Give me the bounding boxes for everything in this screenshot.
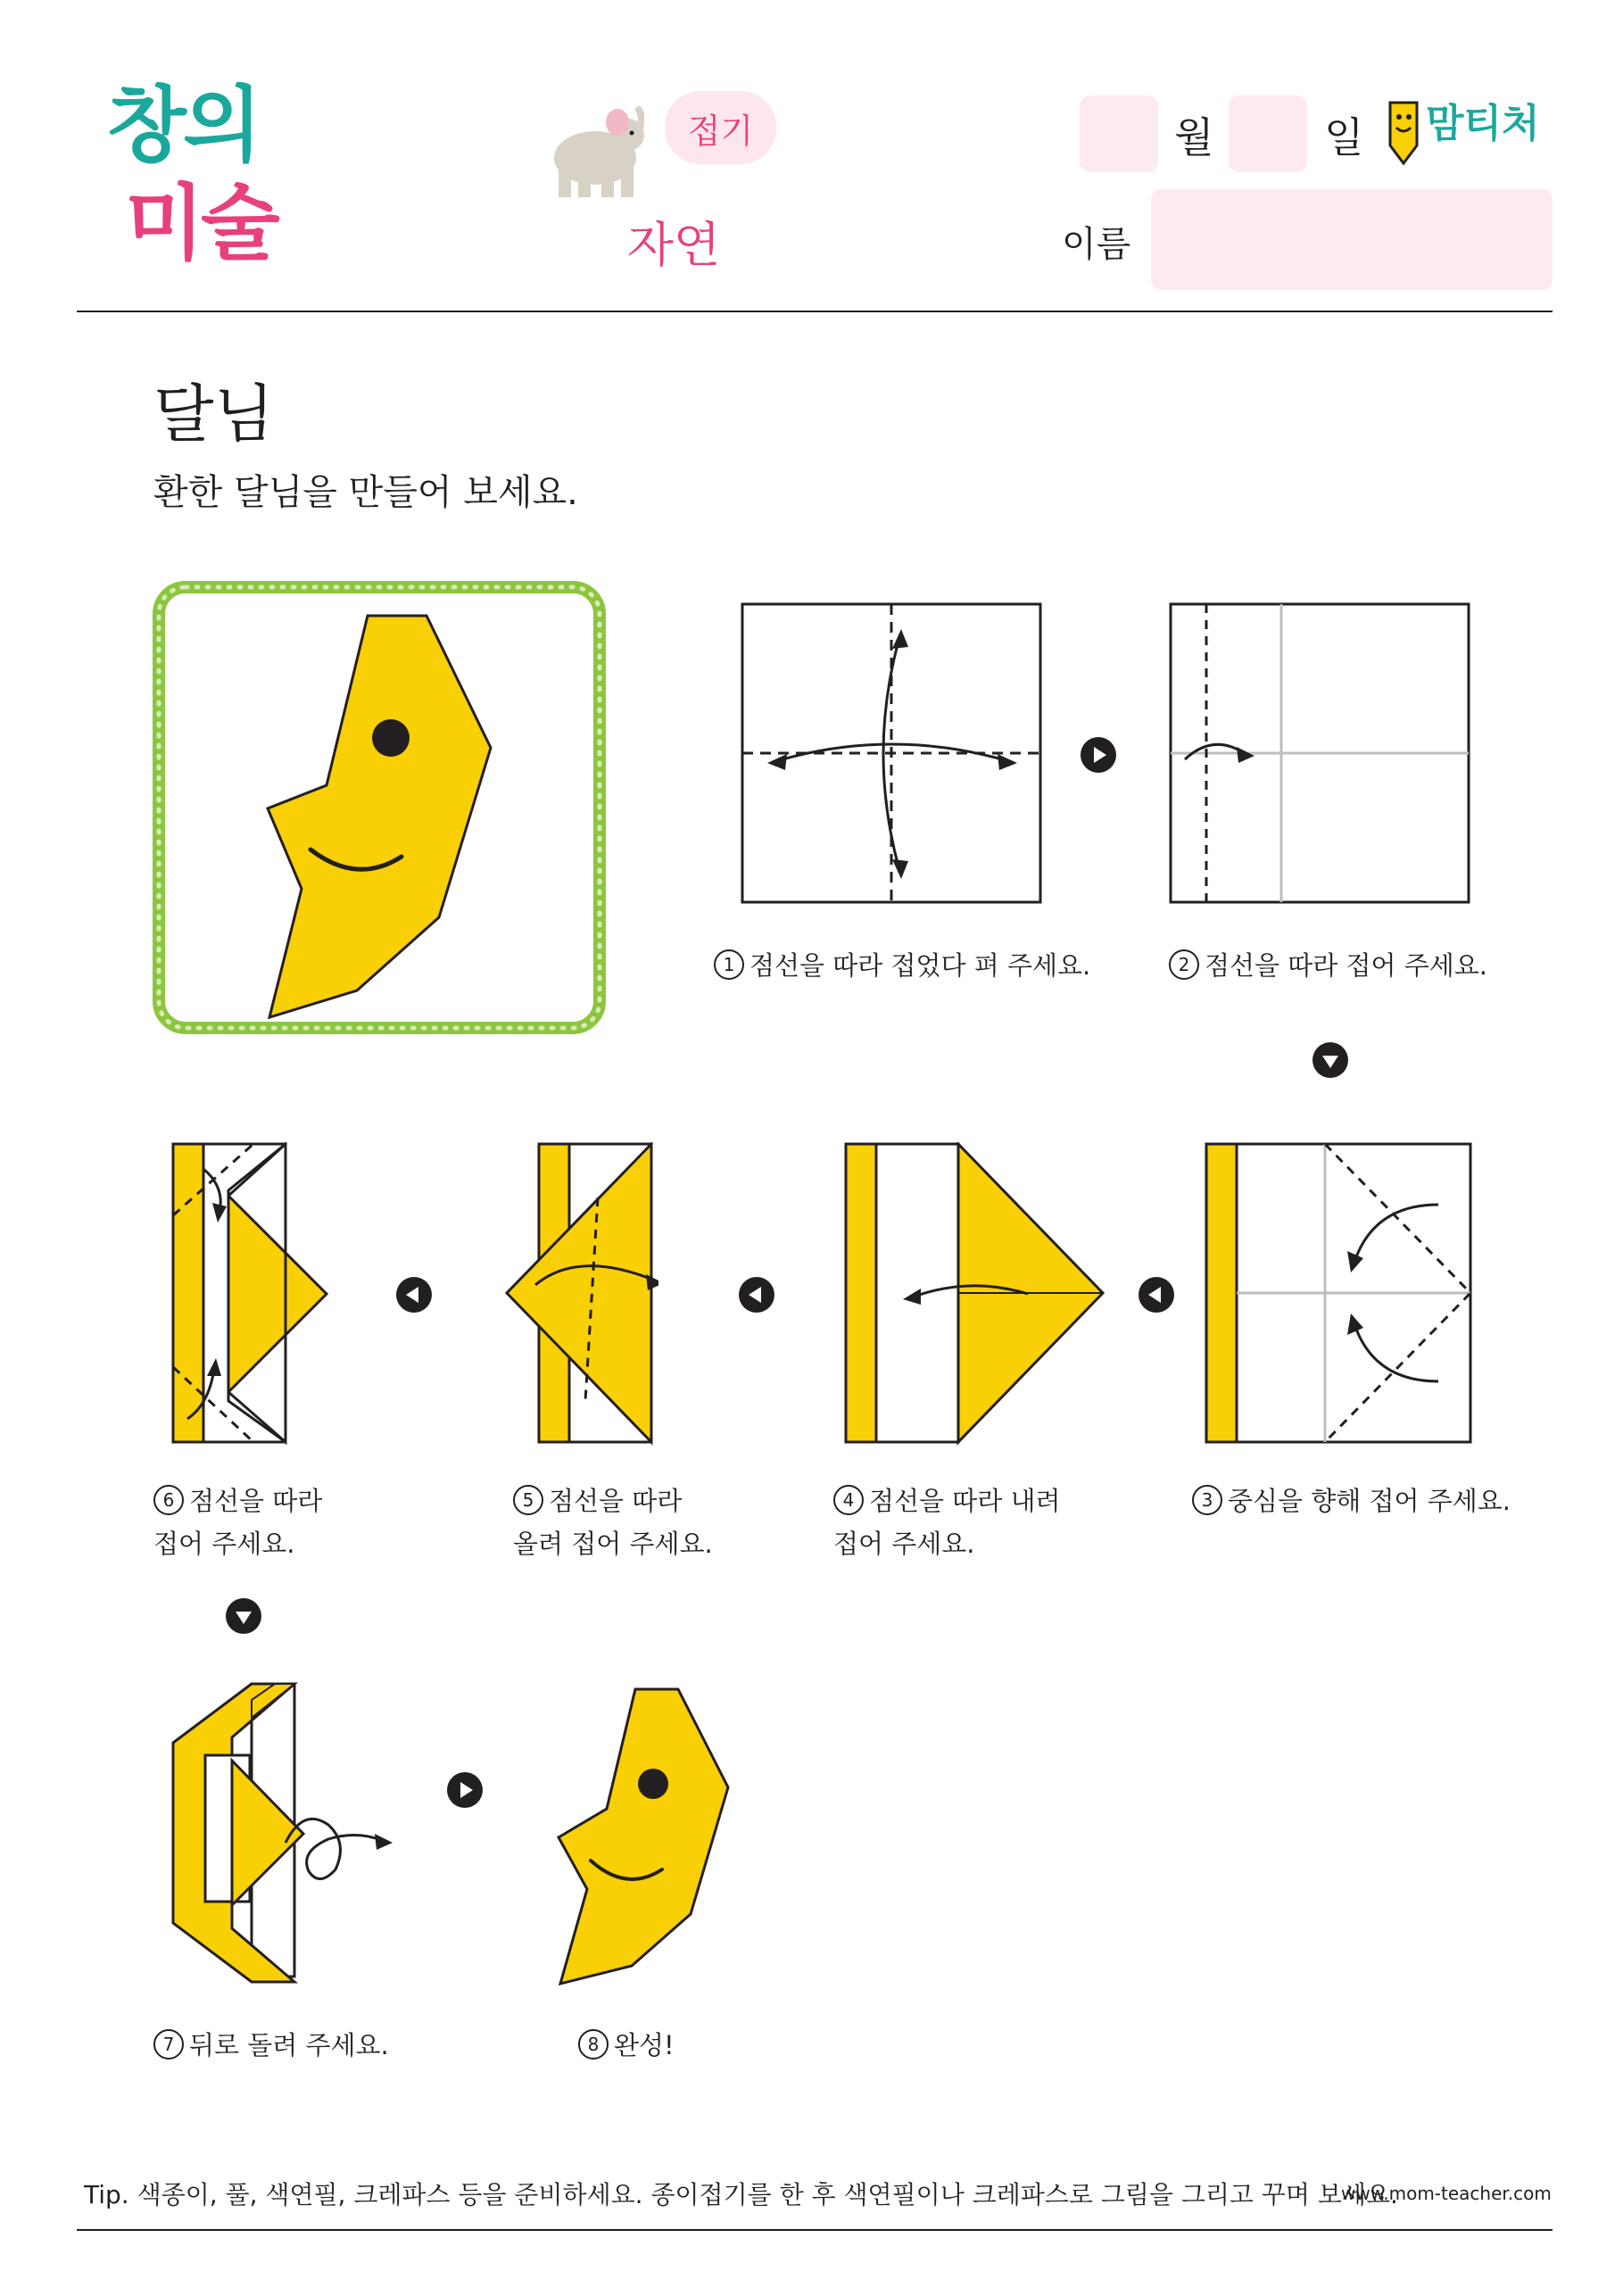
logo-text-bottom: 미술 (125, 176, 277, 271)
step-number: 1 (714, 949, 744, 980)
step-2-text: 점선을 따라 접어 주세요. (1205, 950, 1488, 981)
step-7-diagram (170, 1682, 402, 1985)
step-4-caption (833, 1480, 1061, 1565)
tip-text: Tip. 색종이, 풀, 색연필, 크레파스 등을 준비하세요. 종이접기를 한 후 색연필이나 크레파스로 그림을 그리고 꾸며 보세요. (84, 2180, 1398, 2209)
next-arrow-left-icon (1138, 1276, 1175, 1314)
finished-moon-frame (152, 580, 607, 1035)
step-number: 7 (153, 2029, 184, 2060)
spacer (737, 1276, 738, 1277)
category-bubble: 접기 (665, 91, 776, 164)
name-field[interactable] (1151, 189, 1553, 290)
step-1-text: 점선을 따라 접었다 펴 주세요. (749, 950, 1091, 981)
elephant-icon (546, 103, 644, 201)
step-8-text: 완성! (614, 2030, 675, 2060)
step-number: 3 (1192, 1485, 1222, 1515)
step-6-text: 점선을 따라 접어 주세요. (153, 1486, 323, 1559)
step-2-caption (1169, 944, 1487, 987)
step-number: 2 (1169, 949, 1199, 980)
brand-logo: 맘티처 (1426, 101, 1540, 146)
step-number: 4 (833, 1485, 864, 1515)
step-1-diagram (741, 602, 1044, 906)
next-arrow-down-icon (225, 1597, 262, 1635)
page-subtitle: 환한 달님을 만들어 보세요. (153, 472, 578, 513)
next-arrow-left-icon (738, 1276, 775, 1314)
day-label: 일 (1324, 113, 1364, 162)
day-field[interactable] (1229, 95, 1307, 172)
step-3-text: 중심을 향해 접어 주세요. (1228, 1486, 1511, 1516)
header-divider (77, 311, 1553, 312)
next-arrow-right-icon (1080, 736, 1117, 774)
step-4-text: 점선을 따라 내려 접어 주세요. (833, 1486, 1061, 1559)
step-number: 6 (153, 1485, 184, 1515)
month-label: 월 (1174, 113, 1214, 162)
step-7-caption (153, 2024, 389, 2067)
step-6-caption (153, 1480, 322, 1565)
next-arrow-down-icon (1312, 1041, 1349, 1079)
step-7-text: 뒤로 돌려 주세요. (189, 2030, 389, 2060)
page-title: 달님 (153, 377, 275, 451)
step-1-caption (714, 944, 1090, 987)
moon-face-icon (559, 1689, 728, 1984)
step-4-diagram (844, 1142, 1112, 1446)
step-5-caption (513, 1480, 713, 1565)
step-2-diagram (1169, 602, 1472, 906)
pencil-mascot-icon (1383, 94, 1423, 165)
next-arrow-left-icon (395, 1276, 433, 1314)
step-number: 5 (513, 1485, 543, 1515)
step-number: 8 (578, 2029, 609, 2060)
step-8-diagram (553, 1682, 741, 1985)
subject-label: 자연 (626, 217, 721, 273)
name-label: 이름 (1062, 224, 1131, 265)
website-link[interactable]: www.mom-teacher.com (1341, 2183, 1552, 2204)
footer-divider (77, 2229, 1553, 2231)
step-3-diagram (1205, 1142, 1472, 1446)
month-field[interactable] (1080, 95, 1158, 172)
step-6-diagram (170, 1142, 339, 1446)
logo-text-top: 창의 (107, 78, 259, 173)
step-8-caption (578, 2024, 675, 2067)
next-arrow-right-icon (446, 1771, 484, 1809)
step-5-diagram (489, 1142, 658, 1446)
step-5-text: 점선을 따라 올려 접어 주세요. (513, 1486, 713, 1559)
step-3-caption (1192, 1480, 1511, 1522)
